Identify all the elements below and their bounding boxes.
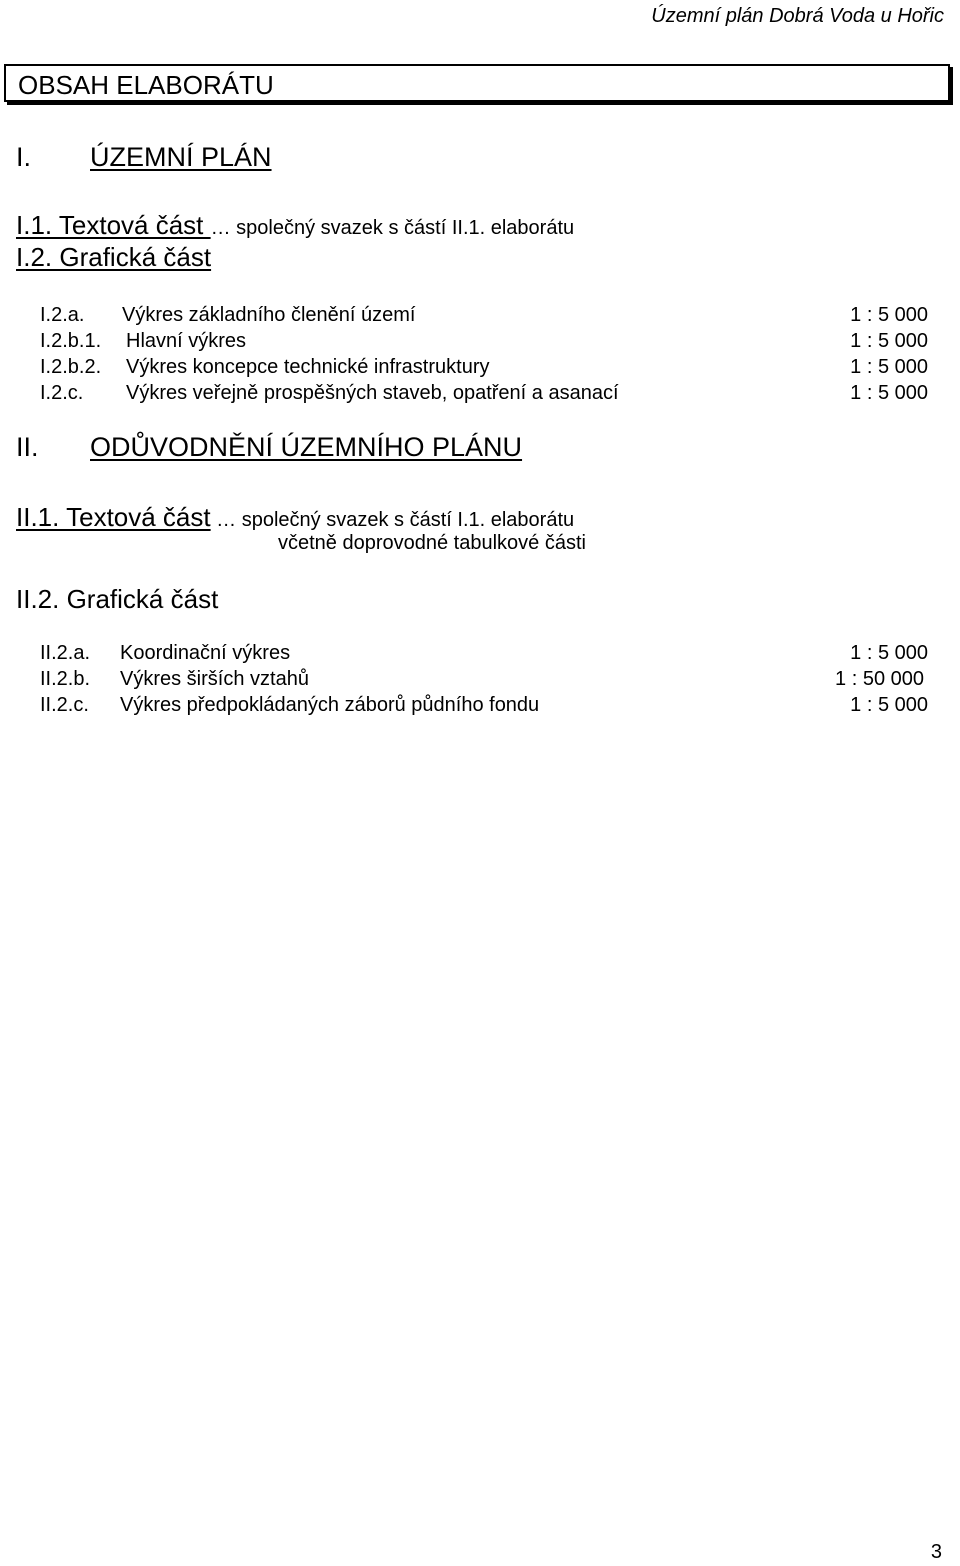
textual-part-label: II.1. Textová část	[16, 502, 211, 532]
section-number: I.	[16, 142, 32, 172]
drawing-code: II.2.a.	[40, 642, 91, 664]
drawing-scale: 1 : 50 000	[835, 668, 924, 690]
drawing-code: I.2.b.1.	[40, 330, 102, 352]
contents-title-box	[4, 64, 950, 102]
drawing-title: Výkres širších vztahů	[120, 668, 309, 690]
textual-part-line	[16, 502, 574, 533]
drawing-scale: 1 : 5 000	[850, 304, 928, 326]
drawing-scale: 1 : 5 000	[850, 356, 928, 378]
section-number: II.	[16, 432, 39, 462]
section-heading-2	[16, 432, 522, 463]
drawing-title: Koordinační výkres	[120, 642, 291, 664]
drawing-row	[40, 642, 928, 668]
drawing-row	[40, 304, 928, 330]
graphic-part-label: I.2. Grafická část	[16, 242, 212, 272]
page-header: Územní plán Dobrá Voda u Hořic	[651, 5, 944, 27]
textual-part-note: … společný svazek s částí II.1. elaborátu	[210, 217, 575, 239]
textual-part-label: I.1. Textová část	[16, 210, 211, 240]
drawing-title: Výkres předpokládaných záborů půdního fondu	[120, 694, 540, 716]
drawing-scale: 1 : 5 000	[850, 694, 928, 716]
drawing-row	[40, 356, 928, 382]
section-title: ODŮVODNĚNÍ ÚZEMNÍHO PLÁNU	[90, 432, 523, 462]
section-heading-1	[16, 142, 272, 173]
drawing-title: Výkres veřejně prospěšných staveb, opatření a asanací	[126, 382, 619, 404]
drawing-scale: 1 : 5 000	[850, 330, 928, 352]
page-number: 3	[930, 1541, 942, 1563]
drawing-title: Hlavní výkres	[126, 330, 247, 352]
textual-part-note: … společný svazek s částí I.1. elaborátu	[210, 509, 575, 531]
drawing-code: II.2.b.	[40, 668, 91, 690]
drawing-code: I.2.c.	[40, 382, 84, 404]
graphic-part-label: II.2. Grafická část	[16, 584, 219, 614]
drawing-scale: 1 : 5 000	[850, 382, 928, 404]
textual-part-note-2: včetně doprovodné tabulkové části	[278, 532, 586, 554]
section-title: ÚZEMNÍ PLÁN	[90, 142, 272, 172]
contents-title: OBSAH ELABORÁTU	[18, 70, 274, 100]
textual-part-line	[16, 210, 574, 241]
drawing-row	[40, 330, 928, 356]
drawing-code: I.2.a.	[40, 304, 85, 326]
drawing-scale: 1 : 5 000	[850, 642, 928, 664]
drawing-title: Výkres koncepce technické infrastruktury	[126, 356, 490, 378]
drawing-row	[40, 668, 928, 694]
drawing-code: I.2.b.2.	[40, 356, 102, 378]
drawing-row	[40, 382, 928, 408]
drawing-title: Výkres základního členění území	[122, 304, 416, 326]
drawing-row	[40, 694, 928, 720]
drawing-code: II.2.c.	[40, 694, 89, 716]
